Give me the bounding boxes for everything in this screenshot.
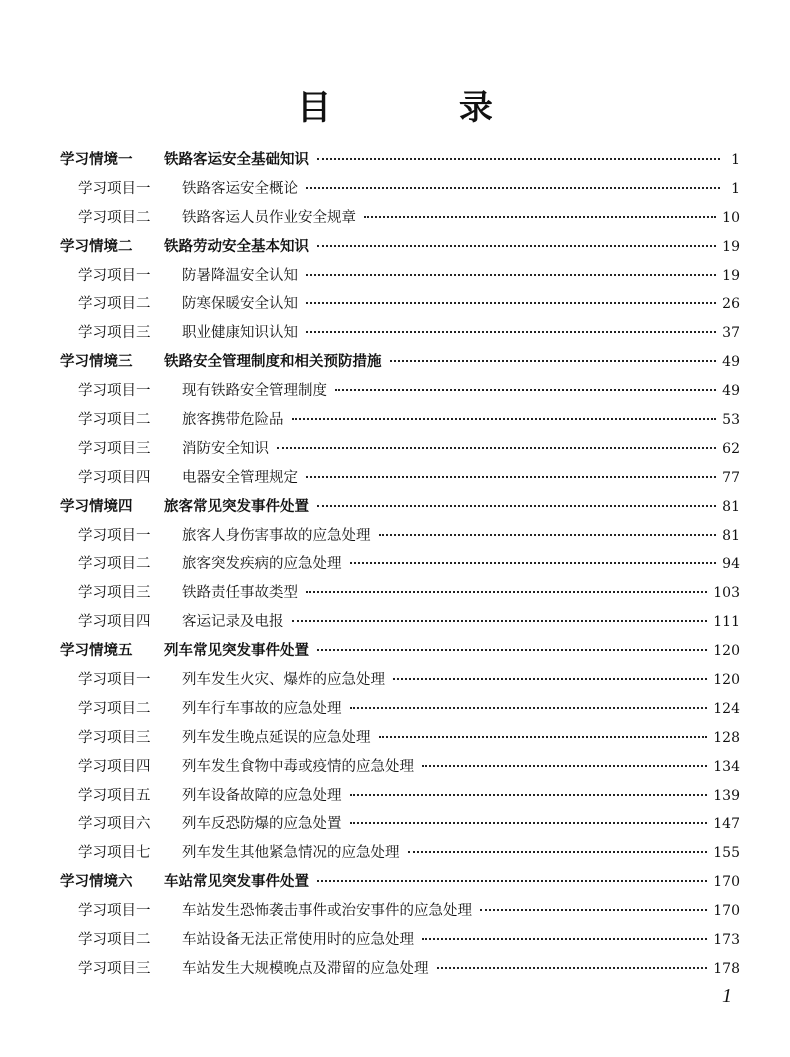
dot-leader — [306, 476, 716, 478]
toc-entry-label: 学习项目二 — [78, 700, 151, 717]
toc-entry-label: 学习项目三 — [78, 440, 151, 457]
toc-section-row[interactable] — [60, 753, 740, 782]
toc-section-row[interactable] — [60, 839, 740, 868]
toc-entry-label: 学习项目一 — [78, 527, 151, 544]
dot-leader — [292, 620, 708, 622]
toc-entry-page: 128 — [713, 729, 740, 746]
toc-entry-label: 学习项目三 — [78, 960, 151, 977]
toc-chapter-row[interactable] — [60, 637, 740, 666]
toc-entry-title: 铁路劳动安全基本知识 — [164, 238, 309, 255]
dot-leader — [317, 505, 716, 507]
toc-entry-label: 学习项目一 — [78, 180, 151, 197]
toc-chapter-row[interactable] — [60, 233, 740, 262]
toc-entry-page: 139 — [713, 787, 740, 804]
toc-entry-label: 学习项目四 — [78, 758, 151, 775]
toc-section-row[interactable] — [60, 204, 740, 233]
dot-leader — [379, 736, 708, 738]
dot-leader — [350, 562, 717, 564]
toc-entry-page: 81 — [722, 527, 740, 544]
toc-entry-page: 81 — [722, 498, 740, 515]
toc-section-row[interactable] — [60, 666, 740, 695]
toc-entry-page: 19 — [722, 267, 740, 284]
toc-entry-title: 列车设备故障的应急处理 — [182, 787, 342, 804]
toc-entry-label: 学习情境五 — [60, 643, 133, 660]
toc-section-row[interactable] — [60, 319, 740, 348]
toc-entry-page: 77 — [722, 469, 740, 486]
toc-entry-title: 列车发生其他紧急情况的应急处理 — [182, 845, 400, 862]
toc-entry-title: 旅客突发疾病的应急处理 — [182, 556, 342, 573]
toc-entry-page: 94 — [722, 556, 740, 573]
toc-section-row[interactable] — [60, 550, 740, 579]
toc-entry-page: 124 — [713, 700, 740, 717]
dot-leader — [422, 765, 707, 767]
toc-entry-label: 学习项目二 — [78, 932, 151, 949]
dot-leader — [408, 851, 708, 853]
dot-leader — [317, 880, 707, 882]
dot-leader — [350, 707, 708, 709]
toc-section-row[interactable] — [60, 406, 740, 435]
toc-entry-title: 旅客携带危险品 — [182, 412, 284, 429]
toc-entry-label: 学习项目三 — [78, 729, 151, 746]
toc-section-row[interactable] — [60, 695, 740, 724]
toc-section-row[interactable] — [60, 175, 740, 204]
toc-entry-page: 1 — [731, 152, 740, 168]
toc-entry-page: 49 — [722, 354, 740, 371]
toc-entry-title: 铁路客运人员作业安全规章 — [182, 209, 356, 226]
dot-leader — [306, 274, 716, 276]
toc-entry-title: 列车行车事故的应急处理 — [182, 700, 342, 717]
toc-entry-page: 111 — [713, 614, 740, 631]
toc-entry-page: 26 — [722, 296, 740, 313]
toc-entry-page: 170 — [713, 903, 740, 920]
toc-entry-label: 学习项目一 — [78, 903, 151, 920]
dot-leader — [292, 418, 717, 420]
dot-leader — [390, 360, 717, 362]
toc-entry-title: 车站发生大规模晚点及滞留的应急处理 — [182, 960, 429, 977]
toc-section-row[interactable] — [60, 579, 740, 608]
toc-section-row[interactable] — [60, 377, 740, 406]
toc-entry-title: 电器安全管理规定 — [182, 469, 298, 486]
toc-entry-label: 学习项目二 — [78, 296, 151, 313]
dot-leader — [393, 678, 707, 680]
toc-entry-label: 学习项目三 — [78, 585, 151, 602]
table-of-contents — [60, 146, 740, 984]
page-title: 目 录 — [297, 88, 551, 128]
toc-entry-page: 147 — [713, 816, 740, 833]
toc-entry-title: 旅客人身伤害事故的应急处理 — [182, 527, 371, 544]
toc-entry-title: 职业健康知识认知 — [182, 325, 298, 342]
toc-entry-page: 49 — [722, 383, 740, 400]
dot-leader — [480, 909, 707, 911]
toc-chapter-row[interactable] — [60, 146, 740, 175]
toc-entry-label: 学习项目三 — [78, 325, 151, 342]
dot-leader — [306, 591, 707, 593]
toc-entry-label: 学习项目四 — [78, 469, 151, 486]
toc-chapter-row[interactable] — [60, 348, 740, 377]
toc-entry-page: 178 — [713, 960, 740, 977]
toc-section-row[interactable] — [60, 897, 740, 926]
toc-section-row[interactable] — [60, 464, 740, 493]
dot-leader — [277, 447, 716, 449]
toc-entry-label: 学习项目一 — [78, 672, 151, 689]
toc-entry-page: 10 — [722, 209, 740, 226]
toc-entry-title: 车站发生恐怖袭击事件或治安事件的应急处理 — [182, 903, 472, 920]
toc-entry-page: 170 — [713, 874, 740, 891]
toc-section-row[interactable] — [60, 926, 740, 955]
dot-leader — [379, 534, 717, 536]
toc-entry-page: 103 — [713, 585, 740, 602]
toc-entry-page: 62 — [722, 440, 740, 457]
toc-entry-page: 19 — [722, 238, 740, 255]
toc-entry-title: 列车发生火灾、爆炸的应急处理 — [182, 672, 385, 689]
dot-leader — [306, 187, 720, 189]
dot-leader — [317, 158, 720, 160]
toc-section-row[interactable] — [60, 290, 740, 319]
toc-entry-label: 学习项目二 — [78, 209, 151, 226]
toc-entry-label: 学习情境二 — [60, 238, 133, 255]
dot-leader — [350, 822, 708, 824]
toc-chapter-row[interactable] — [60, 868, 740, 897]
toc-entry-page: 155 — [713, 845, 740, 862]
toc-section-row[interactable] — [60, 522, 740, 551]
toc-entry-title: 车站设备无法正常使用时的应急处理 — [182, 932, 414, 949]
dot-leader — [317, 649, 707, 651]
toc-entry-title: 防暑降温安全认知 — [182, 267, 298, 284]
toc-entry-label: 学习项目四 — [78, 614, 151, 631]
toc-entry-title: 客运记录及电报 — [182, 614, 284, 631]
toc-entry-label: 学习情境六 — [60, 874, 133, 891]
toc-entry-title: 现有铁路安全管理制度 — [182, 383, 327, 400]
toc-entry-page: 120 — [713, 672, 740, 689]
toc-entry-label: 学习项目二 — [78, 412, 151, 429]
toc-entry-title: 铁路安全管理制度和相关预防措施 — [164, 354, 382, 371]
toc-entry-label: 学习项目一 — [78, 383, 151, 400]
toc-entry-page: 37 — [722, 325, 740, 342]
toc-entry-title: 车站常见突发事件处置 — [164, 874, 309, 891]
toc-entry-title: 消防安全知识 — [182, 440, 269, 457]
toc-entry-label: 学习项目一 — [78, 267, 151, 284]
dot-leader — [437, 967, 708, 969]
toc-entry-title: 列车常见突发事件处置 — [164, 643, 309, 660]
toc-section-row[interactable] — [60, 810, 740, 839]
toc-chapter-row[interactable] — [60, 493, 740, 522]
toc-section-row[interactable] — [60, 435, 740, 464]
toc-entry-page: 120 — [713, 643, 740, 660]
toc-entry-title: 铁路责任事故类型 — [182, 585, 298, 602]
toc-entry-title: 铁路客运安全概论 — [182, 180, 298, 197]
toc-entry-title: 铁路客运安全基础知识 — [164, 152, 309, 168]
toc-entry-page: 53 — [722, 412, 740, 429]
toc-section-row[interactable] — [60, 262, 740, 291]
dot-leader — [350, 794, 708, 796]
toc-entry-label: 学习项目六 — [78, 816, 151, 833]
toc-entry-page: 173 — [713, 932, 740, 949]
dot-leader — [422, 938, 707, 940]
toc-entry-label: 学习项目二 — [78, 556, 151, 573]
dot-leader — [306, 302, 716, 304]
toc-section-row[interactable] — [60, 608, 740, 637]
toc-entry-title: 旅客常见突发事件处置 — [164, 498, 309, 515]
toc-entry-page: 134 — [713, 758, 740, 775]
toc-section-row[interactable] — [60, 782, 740, 811]
page-number: 1 — [722, 985, 732, 1007]
toc-entry-label: 学习情境三 — [60, 354, 133, 371]
toc-section-row[interactable] — [60, 724, 740, 753]
toc-section-row[interactable] — [60, 955, 740, 984]
toc-entry-label: 学习项目五 — [78, 787, 151, 804]
toc-entry-title: 列车发生食物中毒或疫情的应急处理 — [182, 758, 414, 775]
dot-leader — [335, 389, 716, 391]
dot-leader — [306, 331, 716, 333]
toc-entry-title: 列车发生晚点延误的应急处理 — [182, 729, 371, 746]
dot-leader — [364, 216, 716, 218]
toc-entry-label: 学习情境一 — [60, 152, 133, 168]
toc-entry-title: 防寒保暖安全认知 — [182, 296, 298, 313]
toc-entry-label: 学习情境四 — [60, 498, 133, 515]
toc-entry-label: 学习项目七 — [78, 845, 151, 862]
toc-entry-title: 列车反恐防爆的应急处置 — [182, 816, 342, 833]
toc-entry-page: 1 — [731, 180, 740, 197]
dot-leader — [317, 245, 716, 247]
